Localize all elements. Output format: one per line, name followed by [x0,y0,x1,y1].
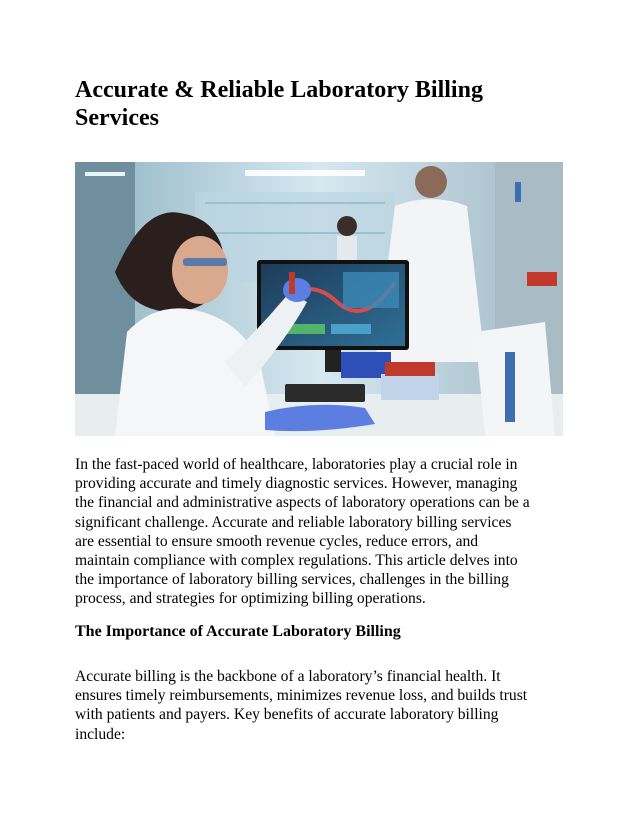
paragraph-line: providing accurate and timely diagnostic services. However, managing [75,475,518,493]
paragraph-line: the financial and administrative aspects of laboratory operations can be a [75,494,530,512]
section-heading: The Importance of Accurate Laboratory Billing [75,623,401,640]
paragraph-line: significant challenge. Accurate and reliable laboratory billing services [75,513,512,531]
paragraph-line: with patients and payers. Key benefits of accurate laboratory billing [75,706,499,724]
title-line: Services [75,105,159,131]
lab-photo [75,162,563,436]
paragraph-line: maintain compliance with complex regulations. This article delves into [75,552,518,570]
paragraph-line: the importance of laboratory billing services, challenges in the billing [75,571,509,589]
paragraph-line: are essential to ensure smooth revenue cycles, reduce errors, and [75,532,479,550]
paragraph-line: process, and strategies for optimizing billing operations. [75,590,426,608]
page-title [75,76,575,132]
paragraph-line: Accurate billing is the backbone of a laboratory’s financial health. It [75,668,501,685]
paragraph-line: include: [75,725,126,743]
title-line: Accurate & Reliable Laboratory Billing [75,77,483,103]
intro-paragraph [75,455,565,609]
paragraph-line: ensures timely reimbursements, minimizes revenue loss, and builds trust [75,687,528,705]
importance-paragraph [75,667,565,744]
paragraph-line: In the fast-paced world of healthcare, laboratories play a crucial role in [75,456,518,473]
lab-scene-illustration [75,162,563,436]
